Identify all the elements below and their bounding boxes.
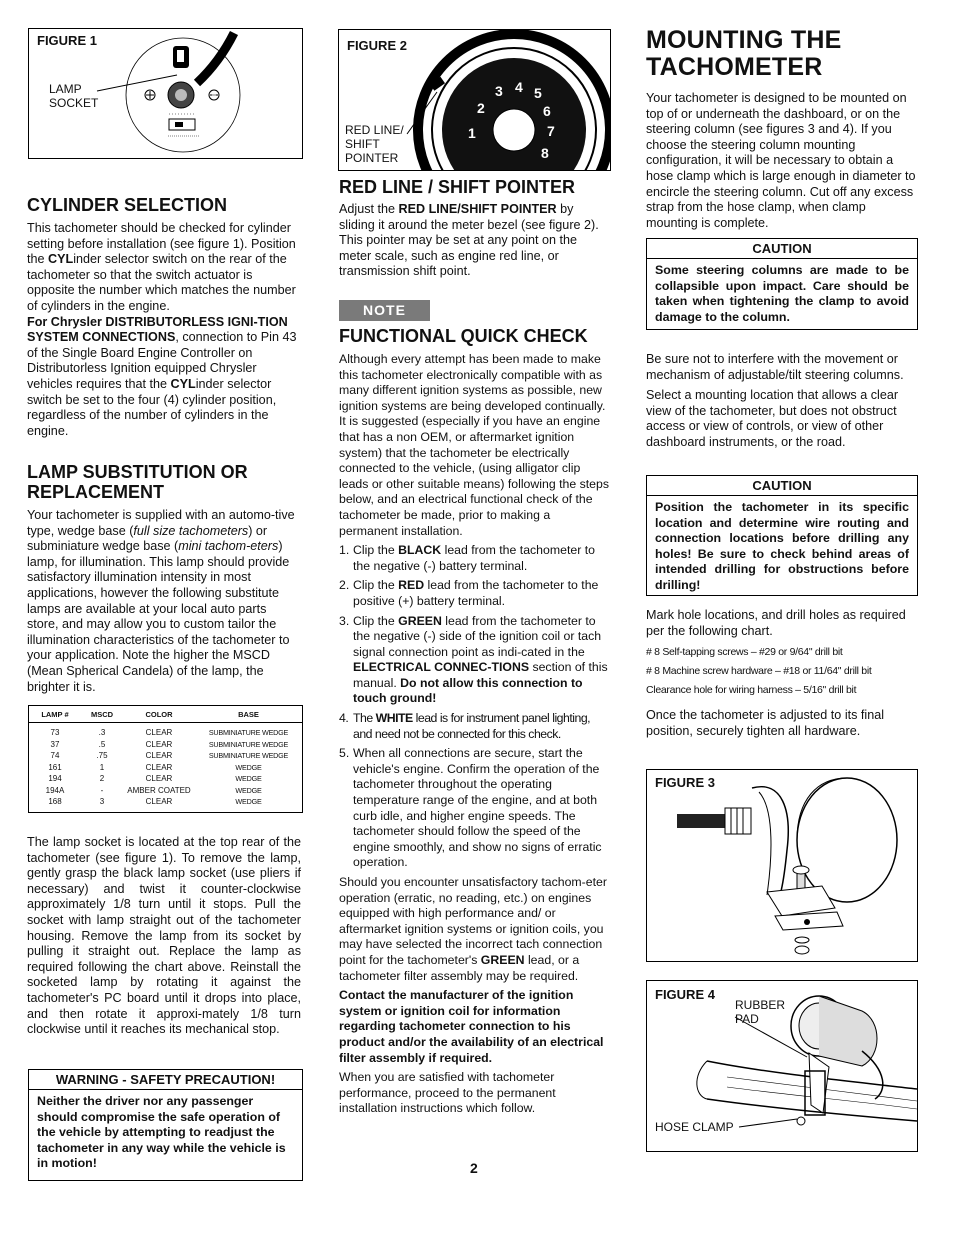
dial-number: 5 bbox=[534, 85, 542, 101]
lamp-substitution-heading: LAMP SUBSTITUTION OR REPLACEMENT bbox=[27, 462, 248, 502]
lamp-table-cell: .3 bbox=[98, 728, 106, 737]
lamp-table-cell: 168 bbox=[48, 797, 62, 806]
dial-number: 3 bbox=[495, 83, 503, 99]
lamp-table-row bbox=[29, 773, 302, 785]
lamp-table-cell: 2 bbox=[99, 774, 105, 783]
lamp-table-row bbox=[29, 785, 302, 797]
caution-title: CAUTION bbox=[647, 476, 917, 496]
figure-4 bbox=[646, 980, 918, 1152]
cylinder-selection-text: This tachometer should be checked for cylinder setting before installation (see figure 1). Position the CYLinder selector switch on the rear of the tachometer so that the switch actuator is opposite the number which matches the number of cylinders in the engine. For Chrysler DISTRIBUTORLESS IGNI-TION SYSTEM CONNECTIONS, connection to Pin 43 of the Single Board Engine Controller on Distributorless Ignition equipped Chrysler vehicles requires that the CYLinder selector switch be set to the four (4) cylinder position, regardless of the number of cylinders in the engine. bbox=[27, 221, 297, 438]
caution-box-1 bbox=[646, 238, 918, 330]
lamp-table-row bbox=[29, 750, 302, 762]
note-badge: NOTE bbox=[339, 300, 430, 321]
lamp-table-cell: CLEAR bbox=[145, 774, 173, 783]
lamp-table-cell: .5 bbox=[98, 739, 106, 749]
tachometer-rear-illustration bbox=[29, 29, 302, 158]
step-item: 1. Clip the BLACK lead from the tachometer to the negative (-) battery terminal. bbox=[339, 543, 595, 573]
drill-chart-row: # 8 Self-tapping screws – #29 or 9/64" drill bit bbox=[646, 646, 843, 659]
step-item: 4. The WHITE lead is for instrument panel lighting, and need not be connected for this check. bbox=[339, 711, 591, 741]
warning-box bbox=[28, 1069, 303, 1181]
lamp-substitution-text: Your tachometer is supplied with an automo-tive type, wedge base (full size tachometers) or subminiature wedge base (mini tachom-eters) lamp, for illumination. This lamp should provide satisfactory illumination intensity in most applications, however the following substitute lamps are available at your local auto parts store, and may allow you to custom tailor the illumination characteristics of the tachometer to your application. Note the higher the MSCD (Mean Spherical Candela) of the lamp, the brighter it is. bbox=[27, 508, 295, 694]
lamp-table-cell: .75 bbox=[96, 751, 108, 760]
lamp-table-header: LAMP # bbox=[29, 706, 81, 723]
figure-3-label: FIGURE 3 bbox=[655, 775, 715, 790]
caution-title: CAUTION bbox=[647, 239, 917, 259]
page-number: 2 bbox=[470, 1160, 478, 1176]
figure-2-label: FIGURE 2 bbox=[347, 38, 407, 53]
lamp-table-row bbox=[29, 739, 302, 751]
lamp-table-cell: SUBMINIATURE WEDGE bbox=[208, 739, 289, 749]
lamp-table-cell: 3 bbox=[99, 797, 105, 806]
lamp-table-cell: WEDGE bbox=[235, 762, 262, 772]
caution-text: Some steering columns are made to be collapsible upon impact. Care should be taken when tightening the clamp to avoid damage to the column. bbox=[655, 263, 909, 324]
lamp-table-cell: WEDGE bbox=[235, 797, 262, 806]
step-item: 2. Clip the RED lead from the tachometer to the positive (+) battery terminal. bbox=[339, 578, 599, 608]
lamp-table-header: MSCD bbox=[81, 706, 123, 723]
lamp-table-cell: 37 bbox=[50, 739, 60, 749]
dial-number: 6 bbox=[543, 103, 551, 119]
lamp-table-row bbox=[29, 723, 302, 739]
lamp-table-cell: SUBMINIATURE WEDGE bbox=[208, 728, 289, 737]
figure-4-label: FIGURE 4 bbox=[655, 987, 715, 1002]
drill-chart-row: # 8 Machine screw hardware – #18 or 11/64" drill bit bbox=[646, 665, 872, 678]
lamp-table-cell: CLEAR bbox=[145, 797, 173, 806]
caution-box-2 bbox=[646, 475, 918, 596]
mark-holes-text: Mark hole locations, and drill holes as required per the following chart. bbox=[646, 608, 906, 638]
lamp-table-cell: WEDGE bbox=[235, 774, 262, 783]
red-line-pointer-callout: RED LINE/ SHIFT POINTER bbox=[345, 123, 404, 165]
quick-check-heading: FUNCTIONAL QUICK CHECK bbox=[339, 326, 588, 346]
mounting-intro-text: Your tachometer is designed to be mounted on top of or underneath the dashboard, or on the steering column (see figures 3 and 4). If you choose the steering column mounting configuration, it will be necessary to obtain a hose clamp which is large enough in diameter to encircle the steering column. Cut off any excess strap from the hose clamp, when clamp mounting is complete. bbox=[646, 91, 916, 230]
lamp-table-cell: CLEAR bbox=[145, 728, 173, 737]
lamp-table-cell: 74 bbox=[50, 751, 60, 760]
step-item: 5. When all connections are secure, start the vehicle's engine. Confirm the operation of the tachometer throughout the operating temperature range of the engine, and at both curb idle, and higher engine speeds. The tachometer should follow the speed of the engine smoothly, and show no signs of erratic operation. bbox=[339, 746, 602, 870]
warning-title: WARNING - SAFETY PRECAUTION! bbox=[29, 1070, 302, 1090]
rubber-pad-callout: RUBBER PAD bbox=[735, 998, 786, 1026]
dial-number: 8 bbox=[541, 145, 549, 161]
tighten-hardware-text: Once the tachometer is adjusted to its final position, securely tighten all hardware. bbox=[646, 708, 885, 738]
mounting-heading: MOUNTING THE TACHOMETER bbox=[646, 26, 842, 81]
figure-1-label: FIGURE 1 bbox=[37, 33, 97, 48]
dashboard-mount-illustration bbox=[647, 770, 917, 961]
lamp-table-cell: AMBER COATED bbox=[127, 785, 191, 795]
drill-chart-row: Clearance hole for wiring harness – 5/16" drill bit bbox=[646, 684, 857, 697]
lamp-table-cell: WEDGE bbox=[235, 785, 262, 795]
lamp-table-cell: 161 bbox=[48, 762, 62, 772]
warning-text: Neither the driver nor any passenger should compromise the safe operation of the vehicle by attempting to readjust the tachometer in any way while the vehicle is in motion! bbox=[37, 1094, 286, 1171]
lamp-table-cell: - bbox=[100, 785, 104, 795]
lamp-table-row bbox=[29, 796, 302, 808]
lamp-table-header: COLOR bbox=[123, 706, 195, 723]
tilt-column-text: Be sure not to interfere with the movement or mechanism of adjustable/tilt steering columns. bbox=[646, 352, 904, 382]
lamp-table-header: BASE bbox=[195, 706, 302, 723]
lamp-table-cell: CLEAR bbox=[145, 739, 173, 749]
dial-number: 2 bbox=[477, 100, 485, 116]
red-line-text: Adjust the RED LINE/SHIFT POINTER by sliding it around the meter bezel (see figure 2). This pointer may be set at any point on the meter scale, such as engine red line, or transmission shift point. bbox=[339, 202, 599, 279]
lamp-table-cell: 73 bbox=[50, 728, 60, 737]
mounting-location-text: Select a mounting location that allows a clear view of the tachometer, but does not obstruct access or view of controls, or view of other dashboard instruments, or the road. bbox=[646, 388, 899, 449]
lamp-table-cell: SUBMINIATURE WEDGE bbox=[208, 751, 289, 760]
figure-1 bbox=[28, 28, 303, 159]
lamp-table-cell: 1 bbox=[99, 762, 105, 772]
red-line-heading: RED LINE / SHIFT POINTER bbox=[339, 177, 576, 197]
hose-clamp-callout: HOSE CLAMP bbox=[655, 1120, 734, 1134]
figure-3 bbox=[646, 769, 918, 962]
lamp-removal-text: The lamp socket is located at the top rear of the tachometer (see figure 1). To remove the lamp, gently grasp the black lamp socket (use pliers if necessary) and twist it counter-clockwise approximately 1/8 turn until it stops. Pull the socket with lamp straight out of the tachometer housing. Remove the lamp from its socket by pulling it straight out. Replace the lamp as required following the chart above. Reinstall the socketed lamp by rotating it against the tachometer's PC board until it drops into place, and then rotate it approxi-mately 1/8 turn clockwise until it reaches its mechanical stop. bbox=[27, 835, 301, 1037]
dial-number: 1 bbox=[468, 125, 476, 141]
caution-text: Position the tachometer in its specific location and determine wire routing and connection locations before drilling any holes! Be sure to check behind areas of intended drilling for obstructions before drilling! bbox=[655, 500, 909, 592]
lamp-socket-callout: LAMP SOCKET bbox=[49, 82, 99, 110]
lamp-table-cell: CLEAR bbox=[145, 751, 173, 760]
lamp-table-cell: 194A bbox=[45, 785, 65, 795]
dial-number: 7 bbox=[547, 123, 555, 139]
quick-check-text: Although every attempt has been made to make this tachometer electronically compatible with as many different ignition systems as possible, new ignition systems are being developed continually. It is suggested (especially if you have an engine that has a non OEM, or aftermarket ignition system) that the tachometer be electrically connected to the vehicle, (using alligator clip leads or other suitable means) following the steps below, and an electrical functional check of the tachometer be made, prior to making a permanent installation. 1. Clip the BLACK lead from the tachometer to the negative (-) battery terminal. 2. Clip the RED lead from the tachometer to the positive (+) battery terminal. 3. Clip the GREEN lead from the tachometer to the negative (-) side of the ignition coil or tach signal connection point as indi-cated in the ELECTRICAL CONNEC-TIONS section of this manual. Do not allow this connection to touch ground! 4. The WHITE lead is for instrument panel lighting, and need not be connected for this check. 5. When all connections are secure, start the vehicle's engine. Confirm the operation of the tachometer throughout the operating temperature range of the engine, and at both curb idle, and higher engine speeds. The tachometer should follow the speed of the engine smoothly, and show no signs of erratic operation. Should you encounter unsatisfactory tachom-eter operation (erratic, no reading, etc.) on engines equipped with high performance and/ or aftermarket ignition systems or ignition coils, you may have selected the incorrect tach connection point for the tachometer's GREEN lead, or a tachometer filter assembly may be required. Contact the manufacturer of the ignition system or ignition coil for information regarding tachometer connection to his product and/or the availability of an electrical filter assembly if required. When you are satisfied with tachometer performance, proceed to the permanent installation instructions which follow. bbox=[339, 352, 609, 1116]
lamp-table-row bbox=[29, 762, 302, 774]
dial-number: 4 bbox=[515, 79, 523, 95]
lamp-table-cell: CLEAR bbox=[145, 762, 173, 772]
figure-2 bbox=[338, 29, 611, 171]
lamp-table bbox=[28, 705, 303, 813]
lamp-table-cell: 194 bbox=[48, 774, 62, 783]
step-item: 3. Clip the GREEN lead from the tachometer to the negative (-) side of the ignition coil or tach signal connection point as indi-cated in the ELECTRICAL CONNEC-TIONS section of this manual. Do not allow this connection to touch ground! bbox=[339, 613, 608, 706]
cylinder-selection-heading: CYLINDER SELECTION bbox=[27, 195, 228, 215]
